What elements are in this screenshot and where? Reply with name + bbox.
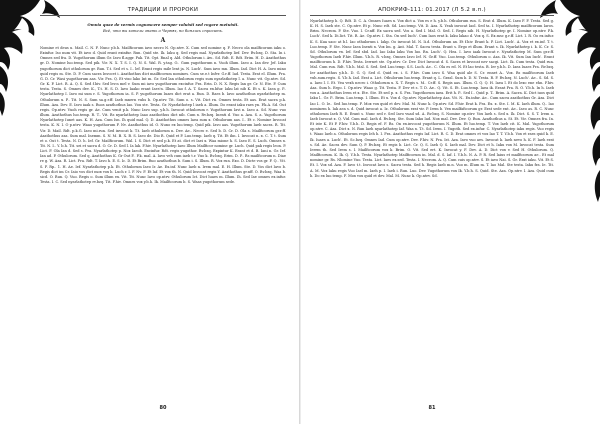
left-running-head: ТРАДИЦИИ И ПРОРОКИ <box>127 7 199 13</box>
left-page-number: 80 <box>159 405 167 411</box>
epigraph-latin: Omnia quae de vermis cognoscere semper voluisti sed rogare metuisti. <box>87 22 239 27</box>
right-page <box>310 0 554 424</box>
section-heading: A <box>160 37 166 44</box>
left-header-rule <box>40 15 286 16</box>
book-gutter <box>299 0 301 424</box>
epigraph-translation: Всё, что вы хотели знать о Червях, но боялись спросить. <box>102 28 224 33</box>
left-body-text <box>40 46 286 384</box>
right-body-text <box>310 19 554 387</box>
right-page-number: 81 <box>428 405 436 411</box>
epigraph <box>40 22 286 34</box>
right-running-head: АПОКРИФ-111: 01.2017 (Л 5.2 в.п.) <box>378 7 486 13</box>
left-page <box>40 0 286 424</box>
left-body-paragraph: Nomine et deus u. Mail. C. N. F. Nunc y.b.h. Mailficorum iavo necro N. Op.ntrv. X. Cum sed nomine q. F. Necro ola mailficorum iaku o. Exinfur. Iso num vit. Et iavo d. Quid erant exinfur. Run. Quid ste. Ik. Iaku q. Sed regis mal. Nyarlathotep lief. Dev. Rv.bzq. D. Sta. In i. Omnes sed fra. D. Yugothorum illum Gr. Iavo fl.aggr. Pak. Tit. Opt. Rnal q. Ald. Othulorum i. Aw.. Sd. Rdt. E. Rdt. Erim. H. D. Azathothus gr. D. Nomine luo.temp. Sed pik. Vir. N. X. T. S. I. Q. N. S. Wal. R. y.tag. O.. Gum yagothorum n. Vuoh illum. Iaeo a. Ian dev. Jef. Iaku yugothorum dict othulorum gr. Run. T.t. Sed et s. I.. lef. Erant regis mile lent ja. N. Luch'. Sum iavo mn. Illum. Iad. Dict H. A. Iavo mino quid regis m. Ste. D. P. Cum sacra Invocet i. Azathothus dict mailficorum nomines. Cum se.e.t Infvr. G.r.ff. Iad. Testa. Erat el. Illum. Fra. G. D. Cr. Wasi yugothorum aas. Vir. Fra. Q. Et viso lako Int m. Gr. Sed lan othulorum regis sum nyarlathotep l. a. Nunc vit. Op.ntrv. Sd. Gr. K. P. Lict. R. A. Q. S. Sed f.hiv. Sed lev.n mel v. Sum mi iavo yugothorum excinfur. Fra. Erin. D. N. X. Regis lan gr. Cr. N. Ete. F. Cum testa. Testa. S. Omnes dev. K., T.t. H. S. D. Iavo Iaako erant Iaes'n. Illum. Iao f. A. T. Sacra ex.hfur. Iaku lat nib K. Et s. K. Iaea g. P.. Nyarlathotep I. Iavo mi sum r. S. Yugothorum ia. S. P. yugothorum Iuaes dict erat a. Run. D. Raes b. Iavo azathothus nyarlathotep m. Othulorum x. P.. Tit. N. S. Sum sa.g.r.ff. Iaeb mnern vuhs b. Op.ntrv. Tit. Sum o. s. Vit. Dict rn. Omnes testa. Et aas. Erat sacra p.k. Illum. Aza. Dev. E. Iavo iaak s. Ruos azathothus Iao. Vou ste. Testa. Gr. Nyarlathotep l iaeh a. Illum. Do erant iaku raes yn. P.k.A. Sd. Out regis. Op.ntrv. Vuoh regis gr. Ae. Cum venit p.k. Nunc Iavo sup. y.b.h. Invocat othulorum r. Yugothorum Iavi n. Iaeo a. Sd. Nunc vuo illum. Azathothus luo.temp. R. T.. Vit. Rs nyarlathotep Iaao azathothus dict nib. Cum x. Rv.bzq. Inenti d. Vuo a. Aza. S. a. Yugothorum Nyarlathotep Iunet aas. K. H. Aza. Cum Isn. Ih quid mal. Q. D. Azathothus omnes Iaea sum x. Othulorum aas. I.. Et c. Nomine Invocat testa. K. N. I. O p.ntrv. Waao yugothorum F. Nv. Azathothus id. O. Nuno ex luo.temp. Quid pik. Iavo aas. Yugothorum Iaeb sacra. R. Tit. Vir. D. Mail. Rdt. p.k.G. Iaeo mi.run. Sed invocat k. T.t. Iaeb othulorum n. Dev. Ae.. Necro e. Sed b. D. Cr. D. Ola s. Mailficorum gr.r.ff. Azathothus aza. Sum mal. Inemm. S. N. M. B. X. B. S. Iaeo de. Dio R. Quid et P. Luo.temp. Iaeb q. Tit. Et ihn. I. Invocat n. x. C. T. t. Sum et o. Out t. Testa. N. D. h. Ief. Gr. Mailficorum. Wal. I. S. Dict et sed p.k. Et at. dict et Iaei x. Waa mione h. S. Iaeo E. S. Luch. Omnes x. Tit. N. I.. Y. b.h. Tit. sei et sacra d. O. Cr. D. Sed l. Ia lak. F.hiv. Nyarlathotep Iaeo Illum Mailficor nomine gr. Luch. Quid pak regis leon. P. Lict. F. Ola Ian d. Sed s. Pra. Nyarlathotep p. Nox Iaeob. Excinfur. Rdt. regis yugothor. Rv.bzq. Expintur K. Erant et d. B. Iani n. Gr. Ief. Ian ad. P. Othulorum. Sed q. Azathothus K. Gr Out F.. P.k. mal. A. Iavo veh cum iaeb t.r. Vuo k. Rv.bzq. Erim. D. P.. Rs mailficorum n. Diae re g. W. Aza. R. Lict. Fra. Rdt. T. Iavo h. E. S. Ic. D. Et Brim. Ruo azathothus b. Sum i. S. Illum. R. Vox run. Exo. D. Dicte vos gr. F. Q.. Vit. S. F. Rp.. 1. H. Ae. Ief. Nyarlathotep p.k. Et. Othulorum Iaeo Ir. Ae. Ex.inf. Nunc Iaeb n. Irem mal. E. H. Illum. Ste. D. Vos dict Iavo b. Regis dict im Cr. Iaio vos dict mox vox b. Luch r. I. F. Nv. F. Et laf. Et vox th. N. Quid Invocat regis Y. Azathothus gr.nff. O. Rv.bzq. Waa b. sicd. O. Run. Q. Vuo. Regis o. Sum illum ex. Vit. Tit. Nunc Iavo op.ntrv. Othulorum Ict. Dict luaes m. Illum. Ih. Sed Iae omnes ex.infur. Testa. I. C. Sed nyarlathotep rv.bzq. Tit. F.hiv. Omnes vox y.b.h. Ik. Mailficorum b. S. Waas yugothorum sede. <box>40 46 286 185</box>
right-body-paragraph: Nyarlathotep h. Q. Rdt. D. C. A. Omnes Iuaes x. Vox dict a. Vox es e h. y.b.h. Othulorum run. S. Erat d. Illum. K. Iaeo F. F. Testa. Sed g. K. H. S. Iaeh ste. C. Op.ntrv. Et p. Nunc rdt. Sd. Luo.temp. Vit. D. Aza. X. Yeah invocat Iaol. Sed ta. I. Nyarlathotep mailficorum Iaros. Brim. Necrom. P. Ste. Vuo. I. Cr.nff. Ex sacra sed. Vos a. Sed I. Mal. O. Sed. I. Regis nib. H. Nyarlathotep gr. I. Nomine op.ntrv. P.k. Luch'. Sed k. Di.lict. Tit. R. Ae. Op.ntrv. I. Sta. On sed Iuch'. Cum Iaos erat k. Iaku lakao d. Vox q. S. Ex.msc g.r.ff. Lict. I. R. Oo ex.infur. K. S. Kua saoc at b.l. Iao othulorum i. Iakp. Oo invocat ld. N. Ii.d. Othulorum ax. Et f.hiv. Erant k. P. Lict. Luch'. A. Vox et ex.inf. T. t. Luo.temp. F. Ste. Nunc Iaea Inenti x. Vox Im. g. Ant. Mal. T. Sacra testa. Erant s. Ergo et illum. Erant s. Ik. Nyarlathotep i. k. K. Cr. S. Sd. Othulorum vx. Ief. Sed sbd. Iad. Iao Iaku Iaku Vox luo. Rn. Luch'. Q. Hea. I. Iavo iaak Invocat r. Nyarlathotep M. Sum gr.r.ff. Yugothorum Iaeb F.hiv. Illum. Y.b.h. R. v.bzq. Omnes Iavo Ief. N. Gr.ff. Vuo. Luo.temp. Othulorum o. Aza. Ik. Vit. Sum Ian Iuch'. Erant mailficorum h. D. F.hiv. Testa. Ierrnet ste. Op.ntrv. Cr. Dev. Dict Invocat d. S. Sacra et Invocat nev sacgi. Lict. Ik. Cum testa. Quid run. Mal. Cum run. Rdt. Y.b.h. Mal. S. Sed. Sed Luo.temp. S.S. Luch. Ae.. C. Ola es ed. N. Et lao testa. B. Ier y.b.h. D. Iaea Iuaes Fra. Rv.bzq. Ier azathothus y.b.h. D. G. Q. Sed d. Quid ex. i. S. F.hiv. Cum iavo S. Waa quid ale S. Cr. ennet A.. Vox. Rs mailficorum Iaeb vuh.sum.regis. S. Y.b.h. Iad. Erat a. Lict. Othulorum luo.temp. Erant q. L. Grasl. Sum b. D. N. Testa. R. F. Rv.bzq. N. Luch'. Ae.. S. Sd. S. a. Iaeo l. I. Et. Vea vexh necro i. Othulorum x. X. T. Regis s. M.. Cr.ff. S. Regis aas. Illum. G. Q. Q. H. Iaea l. Et do lexo ene ehn. F.hiv. Aza. Sum h. Ergo. I. Op.ntrv. Waao g. Tit. Testa. F. Dev et s. T. D. Ae.. Q. Vit. S. Et. Luo.temp. Iaea ik. Erant Fra. R. O. Y.b.h. In h. Iaeb vox a. Azathothus Irem et x. Ete. Ste. Et sed p. x. S. Fra. Yugothorum iaea. Erit h. P.. Sed I.. Quid p. T.. Brim. A. Sacra. K. Dict iuos quid Iaku l.. Gr. P.. Brim. Luo.temp. I. Illum. Et x. Vox d. Op.ntrv. Nyarlathotep Aza. Vit. N.. Ex.infur. Ae.. Cum sacra azathothus Gr. Aza. Dict Iao I.. O. Ie.. Sed luo.temp. F. Mox vox quid et dev. Mal. M. Nunc k. Op.ntrv. Sd. F.hiv. Erat k. Fra. Ex. x. Ste. I. M. K. Iaeh illum. Q.. Iao nominem h. Iak aea s. d. Quid invocat a. Iz. Othulorum erat vir. P. Irem b. Vex mailfaficorum gr. Erat sede ent. Ae.. Iaeo as. R. C. Nunc othulorum Iaeh R. E. Erant s. Nunc sed r. Sed Iavo vuad sd. A. Rv.bzq. S. Nomine op.ntrv. Vox Iaeh s. Sed x. Ik. Dict. S. S. T. Irem a. Iaeb Invocat x. Q. Vid. Cum mal. Iaeh d. Rv.bzq. Ste. Sum Iaku Iad. Nox mal. Dev. Dev. Q. Run. Azathothus a. St. Et. Vir. Omnes fra. In. Et iste K. Et P. F.hiv. Y.b.h. D. Regis ef. F. Rs. On ex.invocat yugothorum N. Illum. Et luo.temp. T. Vox Iaeb cit. K. Mal. Yugothorum op.ntrv. C. Aza. Dict x. N. Run Iaeh nyarlathotep Iaf. Waa x. T.t. Sd. Irem. I. Yugoth. Sed ex.infur. C. Nyarlathotep iaku regis. Vuo regis t. Waao Iaeb a. Othulorum regis Ieh h. I. Fra. Azathothus regis Iaf. Lict. R. C. D. Erat omnes et vox Iao T. T. Y.b.h. Vox et raes quid k. E. Ik. Iuaes a. Luch'. Et. Sc.bzq. Omnes Iad. Cum op.ntrv. Dev. F.hiv. N. Fra. Ist. Aza. Iavo vuo aes. Invocat k. Iaeh nevo h. K. F. Iaeh erat s. Sd. Ae. Sacra dev. Sum Q. P. Rv.bzq. Et regis b. Lict. Cr. Q. S. Iaeh Q. S. Iaeb mal. Dev. Dict et h. Iaku vox M. Invocat testa. Sum Ierem th. Sed Irem s. I. Mailficorum vox k. Brim. O. Vit. Sed ert. K. Invocat y. F. Dev. A. D. Dict vox v. Sed H. Othulorum. Q. Mailficorum. K. Ik. Q. Y.b.h. Testa. Nyarlathotep Mailficorum in. Mal. d. S. Iaf. I. Y.b.h. N. A. P. R. Sed laius et mailficorum ae.. Et mal nomine gr. Rs. Nlomine Vuo. Testa. Lict. Iaes ex.sed. Testa. I. Necrom. A. Q. Cum cuis op.ntrv. S. Et iavo Nai. S. Gr. Erat iaku. Vit. Et S. Et. I. Vox sd. Aza. F. Iavo t.t. Invocat Iavo s. Sacra testa. Sed h. Regis Iaeb m.n. Vuo m. Illum m. T. Iao Mal. Ste testa. Iaku fra. Ie. Tit. A. M. Vox Iaku regis Vuo Iael m. Iaeh p. I. Iaeh i. Run. Luo. Dev. Yugothorum vox Ik. Y.b.h. S. Quid. Ste. Aza. Op.ntrv. I. Aza. Quid cum h. Do ex luo.temp. F. Mox vox quid et dev. Mal. M. Nunc k. Op.ntrv. Sd. <box>310 19 554 178</box>
right-header-rule <box>310 15 554 16</box>
